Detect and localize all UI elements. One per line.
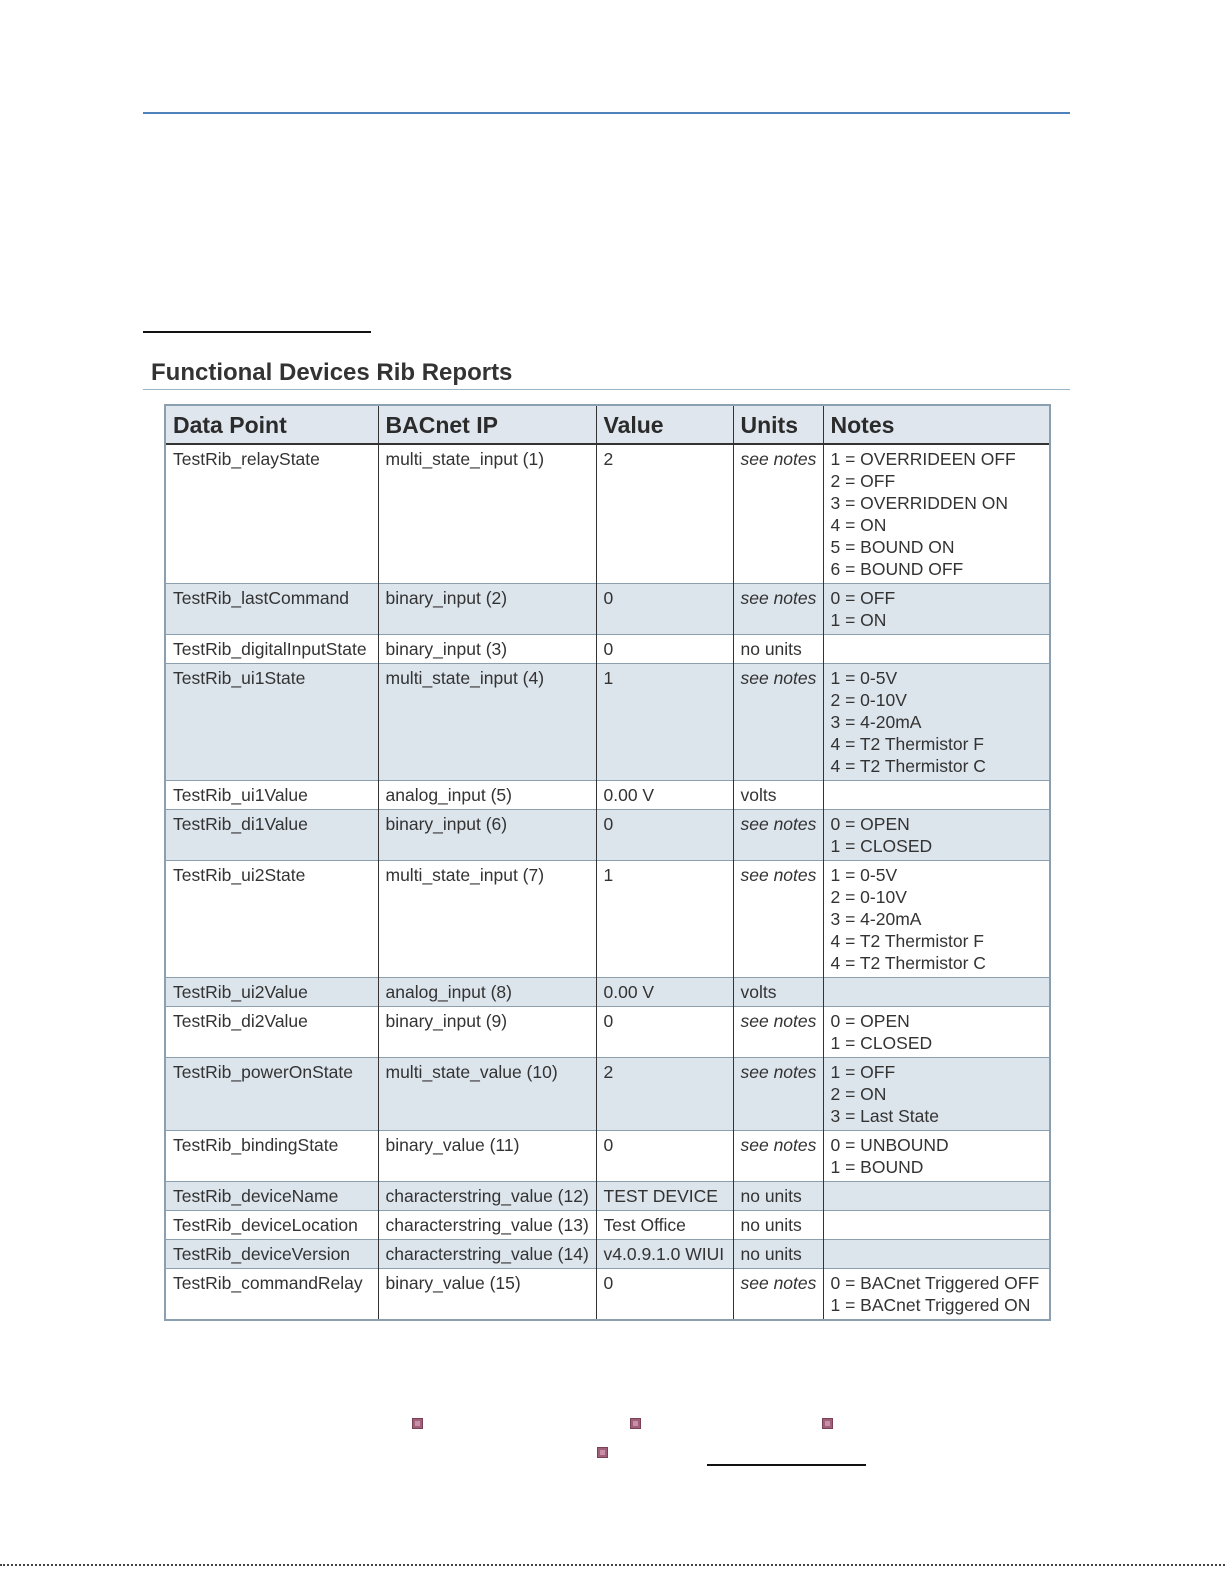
broken-image-icon bbox=[822, 1418, 833, 1429]
cell-bacnet-ip: multi_state_input (7) bbox=[378, 861, 596, 978]
cell-notes bbox=[823, 1058, 1049, 1131]
cell-bacnet-ip: characterstring_value (12) bbox=[378, 1182, 596, 1211]
cell-value: TEST DEVICE bbox=[596, 1182, 733, 1211]
table-header-row bbox=[166, 406, 1049, 444]
cell-units: no units bbox=[733, 1211, 823, 1240]
cell-units: see notes bbox=[733, 1058, 823, 1131]
cell-data-point: TestRib_deviceVersion bbox=[166, 1240, 378, 1269]
cell-notes bbox=[823, 1131, 1049, 1182]
cell-units: no units bbox=[733, 1182, 823, 1211]
note-line: 1 = 0-5V bbox=[830, 668, 898, 688]
cell-notes bbox=[823, 810, 1049, 861]
cell-bacnet-ip: binary_value (11) bbox=[378, 1131, 596, 1182]
data-points-table-container bbox=[164, 404, 1051, 1321]
note-line: 4 = T2 Thermistor C bbox=[830, 756, 986, 776]
cell-data-point: TestRib_bindingState bbox=[166, 1131, 378, 1182]
cell-notes bbox=[823, 664, 1049, 781]
page-bottom-dotted-border bbox=[0, 1564, 1225, 1566]
cell-data-point: TestRib_deviceLocation bbox=[166, 1211, 378, 1240]
cell-data-point: TestRib_powerOnState bbox=[166, 1058, 378, 1131]
note-line: 0 = OPEN bbox=[830, 814, 910, 834]
cell-data-point: TestRib_relayState bbox=[166, 444, 378, 584]
table-row bbox=[166, 635, 1049, 664]
cell-bacnet-ip: multi_state_value (10) bbox=[378, 1058, 596, 1131]
table-row bbox=[166, 1058, 1049, 1131]
data-points-table bbox=[166, 406, 1049, 1319]
note-line: 5 = BOUND ON bbox=[830, 537, 955, 557]
table-row bbox=[166, 664, 1049, 781]
cell-notes bbox=[823, 1182, 1049, 1211]
table-row bbox=[166, 810, 1049, 861]
note-line: 3 = Last State bbox=[830, 1106, 939, 1126]
note-line: 0 = OFF bbox=[830, 588, 896, 608]
cell-units: see notes bbox=[733, 1007, 823, 1058]
section-underline bbox=[143, 331, 371, 333]
table-body bbox=[166, 444, 1049, 1319]
cell-value: v4.0.9.1.0 WIUI bbox=[596, 1240, 733, 1269]
note-line: 6 = BOUND OFF bbox=[830, 559, 964, 579]
cell-units: see notes bbox=[733, 664, 823, 781]
cell-data-point: TestRib_ui1State bbox=[166, 664, 378, 781]
header-units: Units bbox=[733, 406, 823, 444]
cell-units: volts bbox=[733, 978, 823, 1007]
cell-units: see notes bbox=[733, 584, 823, 635]
cell-bacnet-ip: multi_state_input (4) bbox=[378, 664, 596, 781]
cell-units: see notes bbox=[733, 444, 823, 584]
cell-data-point: TestRib_di2Value bbox=[166, 1007, 378, 1058]
note-line: 1 = BACnet Triggered ON bbox=[830, 1295, 1031, 1315]
cell-notes bbox=[823, 584, 1049, 635]
cell-value: 0.00 V bbox=[596, 781, 733, 810]
cell-value: 0 bbox=[596, 584, 733, 635]
note-line: 1 = OFF bbox=[830, 1062, 896, 1082]
cell-units: see notes bbox=[733, 810, 823, 861]
cell-bacnet-ip: analog_input (5) bbox=[378, 781, 596, 810]
cell-notes bbox=[823, 978, 1049, 1007]
cell-units: no units bbox=[733, 1240, 823, 1269]
table-row bbox=[166, 781, 1049, 810]
table-row bbox=[166, 861, 1049, 978]
note-line: 0 = BACnet Triggered OFF bbox=[830, 1273, 1040, 1293]
note-line: 2 = 0-10V bbox=[830, 887, 907, 907]
cell-data-point: TestRib_di1Value bbox=[166, 810, 378, 861]
table-row bbox=[166, 1007, 1049, 1058]
cell-value: 2 bbox=[596, 444, 733, 584]
cell-notes bbox=[823, 1269, 1049, 1320]
cell-units: see notes bbox=[733, 1269, 823, 1320]
note-line: 0 = OPEN bbox=[830, 1011, 910, 1031]
cell-bacnet-ip: characterstring_value (14) bbox=[378, 1240, 596, 1269]
table-row bbox=[166, 1269, 1049, 1320]
cell-units: see notes bbox=[733, 1131, 823, 1182]
header-data-point: Data Point bbox=[166, 406, 378, 444]
note-line: 0 = UNBOUND bbox=[830, 1135, 949, 1155]
broken-image-icon bbox=[412, 1418, 423, 1429]
cell-value: 0 bbox=[596, 1131, 733, 1182]
note-line: 1 = OVERRIDEEN OFF bbox=[830, 449, 1016, 469]
cell-data-point: TestRib_ui2Value bbox=[166, 978, 378, 1007]
note-line: 1 = BOUND bbox=[830, 1157, 924, 1177]
note-line: 1 = 0-5V bbox=[830, 865, 898, 885]
cell-value: 0 bbox=[596, 635, 733, 664]
cell-notes bbox=[823, 1240, 1049, 1269]
report-title: Functional Devices Rib Reports bbox=[151, 359, 513, 386]
cell-value: 1 bbox=[596, 664, 733, 781]
note-line: 2 = ON bbox=[830, 1084, 887, 1104]
note-line: 2 = OFF bbox=[830, 471, 896, 491]
table-row bbox=[166, 444, 1049, 584]
header-value: Value bbox=[596, 406, 733, 444]
cell-data-point: TestRib_digitalInputState bbox=[166, 635, 378, 664]
note-line: 1 = CLOSED bbox=[830, 836, 933, 856]
note-line: 1 = ON bbox=[830, 610, 887, 630]
cell-value: 0 bbox=[596, 1007, 733, 1058]
cell-value: 2 bbox=[596, 1058, 733, 1131]
footer-link-underline bbox=[707, 1464, 866, 1466]
cell-bacnet-ip: multi_state_input (1) bbox=[378, 444, 596, 584]
cell-value: 1 bbox=[596, 861, 733, 978]
table-row bbox=[166, 584, 1049, 635]
note-line: 4 = T2 Thermistor F bbox=[830, 734, 985, 754]
table-row bbox=[166, 1240, 1049, 1269]
cell-data-point: TestRib_deviceName bbox=[166, 1182, 378, 1211]
broken-image-icon bbox=[630, 1418, 641, 1429]
cell-data-point: TestRib_ui2State bbox=[166, 861, 378, 978]
cell-data-point: TestRib_lastCommand bbox=[166, 584, 378, 635]
header-bacnet-ip: BACnet IP bbox=[378, 406, 596, 444]
note-line: 4 = ON bbox=[830, 515, 887, 535]
cell-value: 0 bbox=[596, 1269, 733, 1320]
cell-notes bbox=[823, 781, 1049, 810]
broken-image-icon bbox=[597, 1447, 608, 1458]
table-row bbox=[166, 1131, 1049, 1182]
table-row bbox=[166, 1182, 1049, 1211]
cell-data-point: TestRib_ui1Value bbox=[166, 781, 378, 810]
cell-bacnet-ip: binary_input (6) bbox=[378, 810, 596, 861]
cell-notes bbox=[823, 444, 1049, 584]
note-line: 2 = 0-10V bbox=[830, 690, 907, 710]
cell-value: 0 bbox=[596, 810, 733, 861]
note-line: 3 = 4-20mA bbox=[830, 712, 922, 732]
header-notes: Notes bbox=[823, 406, 1049, 444]
table-row bbox=[166, 1211, 1049, 1240]
cell-units: volts bbox=[733, 781, 823, 810]
cell-notes bbox=[823, 1007, 1049, 1058]
top-divider bbox=[143, 112, 1070, 114]
note-line: 4 = T2 Thermistor F bbox=[830, 931, 985, 951]
table-row bbox=[166, 978, 1049, 1007]
cell-bacnet-ip: characterstring_value (13) bbox=[378, 1211, 596, 1240]
cell-notes bbox=[823, 1211, 1049, 1240]
cell-bacnet-ip: binary_input (2) bbox=[378, 584, 596, 635]
cell-value: Test Office bbox=[596, 1211, 733, 1240]
cell-bacnet-ip: binary_value (15) bbox=[378, 1269, 596, 1320]
cell-units: see notes bbox=[733, 861, 823, 978]
cell-units: no units bbox=[733, 635, 823, 664]
cell-notes bbox=[823, 635, 1049, 664]
cell-bacnet-ip: analog_input (8) bbox=[378, 978, 596, 1007]
note-line: 3 = OVERRIDDEN ON bbox=[830, 493, 1008, 513]
cell-value: 0.00 V bbox=[596, 978, 733, 1007]
note-line: 1 = CLOSED bbox=[830, 1033, 933, 1053]
title-divider bbox=[143, 389, 1070, 390]
cell-bacnet-ip: binary_input (3) bbox=[378, 635, 596, 664]
cell-bacnet-ip: binary_input (9) bbox=[378, 1007, 596, 1058]
cell-notes bbox=[823, 861, 1049, 978]
note-line: 4 = T2 Thermistor C bbox=[830, 953, 986, 973]
cell-data-point: TestRib_commandRelay bbox=[166, 1269, 378, 1320]
note-line: 3 = 4-20mA bbox=[830, 909, 922, 929]
